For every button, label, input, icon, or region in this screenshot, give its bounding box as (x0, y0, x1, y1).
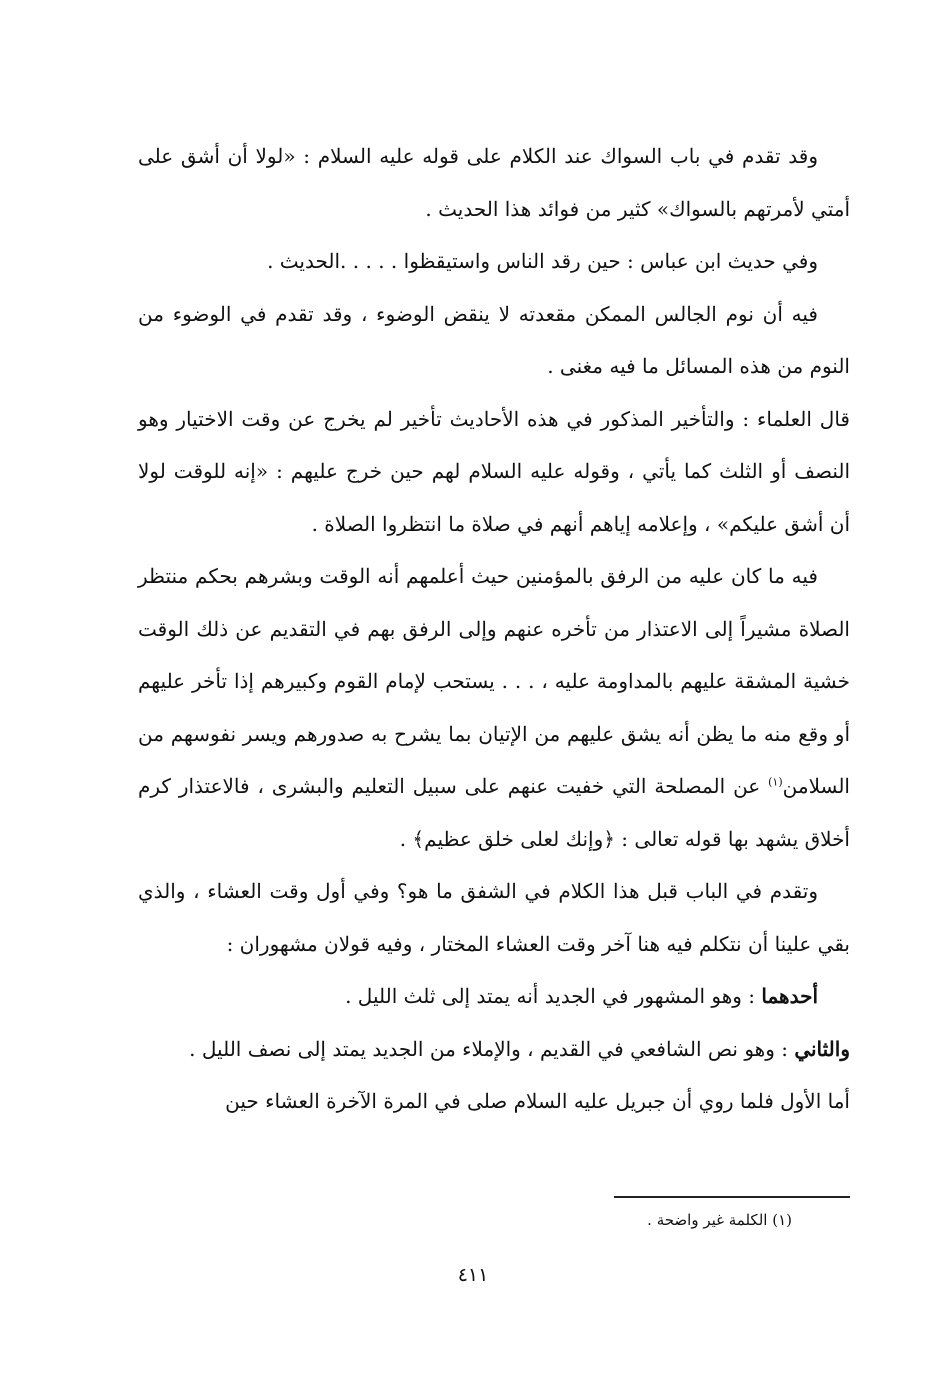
footnote-marker: (١) (768, 775, 783, 789)
first-opinion-label: أحدهما (761, 984, 818, 1008)
paragraph-ulama: قال العلماء : والتأخير المذكور في هذه الأحاديث تأخير لم يخرج عن وقت الاختيار وهو النصف أو الثلث كما يأتي ، وقوله عليه السلام لهم حين خرج عليهم : «إنه للوقت لولا أن أشق عليكم» ، وإعلامه إياهم أنهم في صلاة ما انتظروا الصلاة . (138, 406, 850, 536)
first-opinion-text: : وهو المشهور في الجديد أنه يمتد إلى ثلث الليل . (345, 984, 762, 1008)
page-number: ٤١١ (457, 1264, 489, 1286)
footnote: (١) الكلمة غير واضحة . (647, 1211, 792, 1229)
second-opinion-text: : وهو نص الشافعي في القديم ، والإملاء من الجديد يمتد إلى نصف الليل . (189, 1036, 795, 1061)
second-opinion-label: والثاني (794, 1036, 850, 1061)
paragraph-shafaq: وتقدم في الباب قبل هذا الكلام في الشفق ما هو؟ وفي أول وقت العشاء ، والذي بقي علينا أن نتكلم فيه هنا آخر وقت العشاء المختار ، وفيه قولان مشهوران : (138, 879, 850, 956)
paragraph-gentleness-text-2: عن المصلحة التي خفيت عنهم على سبيل التعليم والبشرى ، فالاعتذار كرم أخلاق يشهد بها قوله تعالى : ﴿وإنك لعلى خلق عظيم﴾ . (138, 774, 850, 851)
main-text (138, 130, 850, 1128)
paragraph-sleep-wudu: فيه أن نوم الجالس الممكن مقعدته لا ينقض الوضوء ، وقد تقدم في الوضوء من النوم من هذه المسائل ما فيه مغنى . (138, 301, 850, 378)
footnote-separator (614, 1196, 850, 1198)
paragraph-first-opinion (138, 970, 850, 1023)
paragraph-gentleness (138, 550, 850, 865)
paragraph-ibn-abbas: وفي حديث ابن عباس : حين رقد الناس واستيقظوا . . . . .الحديث . (267, 249, 818, 273)
paragraph-gentleness-text-1: فيه ما كان عليه من الرفق بالمؤمنين حيث أعلمهم أنه الوقت وبشرهم بحكم منتظر الصلاة مشيراً إلى الاعتذار من تأخره عنهم وإلى الرفق بهم في التقديم عن ذلك الوقت خشية المشقة عليهم بالمداومة عليه ، . . . يستحب لإمام القوم وكبيرهم إذا تأخر عليهم أو وقع منه ما يظن أنه يشق عليهم من الإتيان بما يشرح به صدورهم ويسر نفوسهم من السلامن (138, 564, 850, 798)
paragraph-second-opinion (138, 1023, 850, 1076)
paragraph-siwak: وقد تقدم في باب السواك عند الكلام على قوله عليه السلام : «لولا أن أشق على أمتي لأمرتهم بالسواك» كثير من فوائد هذا الحديث . (138, 144, 850, 221)
paragraph-jibril: أما الأول فلما روي أن جبريل عليه السلام صلى في المرة الآخرة العشاء حين (225, 1089, 850, 1113)
